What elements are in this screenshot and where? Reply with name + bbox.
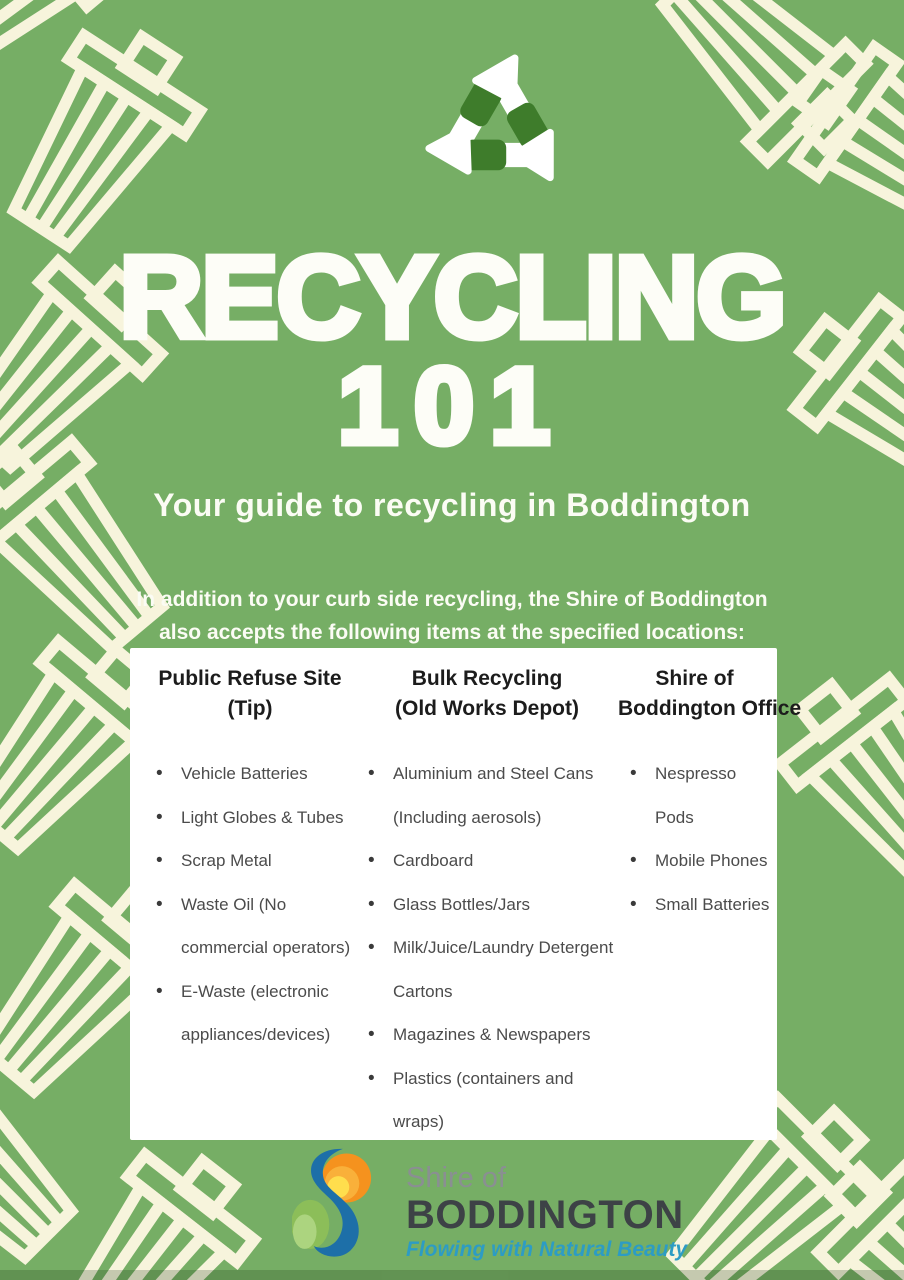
list-item: • Light Globes & Tubes: [154, 796, 356, 840]
poster-title: [0, 232, 904, 466]
locations-card: [130, 648, 802, 1140]
recycling-symbol-icon: [390, 26, 606, 230]
column-header: Public Refuse Site (Tip): [158, 667, 342, 720]
column-header: Bulk Recycling (Old Works Depot): [395, 667, 579, 720]
logo-shire-of: Shire of: [406, 1162, 506, 1194]
column-header: Shire of Boddington Office: [618, 667, 802, 720]
list-item: • Plastics (containers and wraps): [366, 1057, 618, 1144]
list-item: • Scrap Metal: [154, 839, 356, 883]
list-item: • Cardboard: [366, 839, 618, 883]
list-item: • Nespresso Pods: [628, 752, 771, 839]
logo-tagline: Flowing with Natural Beauty: [406, 1238, 688, 1261]
poster-subtitle: Your guide to recycling in Boddington: [153, 487, 751, 523]
item-list: [144, 752, 356, 1057]
intro-text: [0, 583, 904, 649]
shire-logo: [292, 1148, 687, 1268]
list-item: • Mobile Phones: [628, 839, 771, 883]
list-item: • Glass Bottles/Jars: [366, 883, 618, 927]
bottom-edge-band: [0, 1270, 904, 1280]
list-item: • Small Batteries: [628, 883, 771, 927]
column-public-refuse-site: [144, 664, 356, 1144]
intro-line-2: also accepts the following items at the specified locations:: [159, 621, 745, 644]
title-line-101: 101: [337, 345, 567, 466]
title-line-recycling: RECYCLING: [119, 232, 785, 362]
list-item: • Milk/Juice/Laundry Detergent Cartons: [366, 926, 618, 1013]
list-item: • Waste Oil (No commercial operators): [154, 883, 356, 970]
item-list: [618, 752, 771, 926]
list-item: • Vehicle Batteries: [154, 752, 356, 796]
list-item: • E-Waste (electronic appliances/devices): [154, 970, 356, 1057]
list-item: • Magazines & Newspapers: [366, 1013, 618, 1057]
shire-logo-mark-icon: [292, 1148, 392, 1268]
list-item: • Aluminium and Steel Cans (Including aerosols): [366, 752, 618, 839]
shire-logo-text: [406, 1148, 687, 1263]
intro-line-1: In addition to your curb side recycling, the Shire of Boddington: [136, 588, 768, 611]
item-list: [356, 752, 618, 1144]
logo-boddington: BODDINGTON: [406, 1193, 684, 1237]
column-shire-office: [618, 664, 802, 1144]
column-bulk-recycling: [356, 664, 618, 1144]
